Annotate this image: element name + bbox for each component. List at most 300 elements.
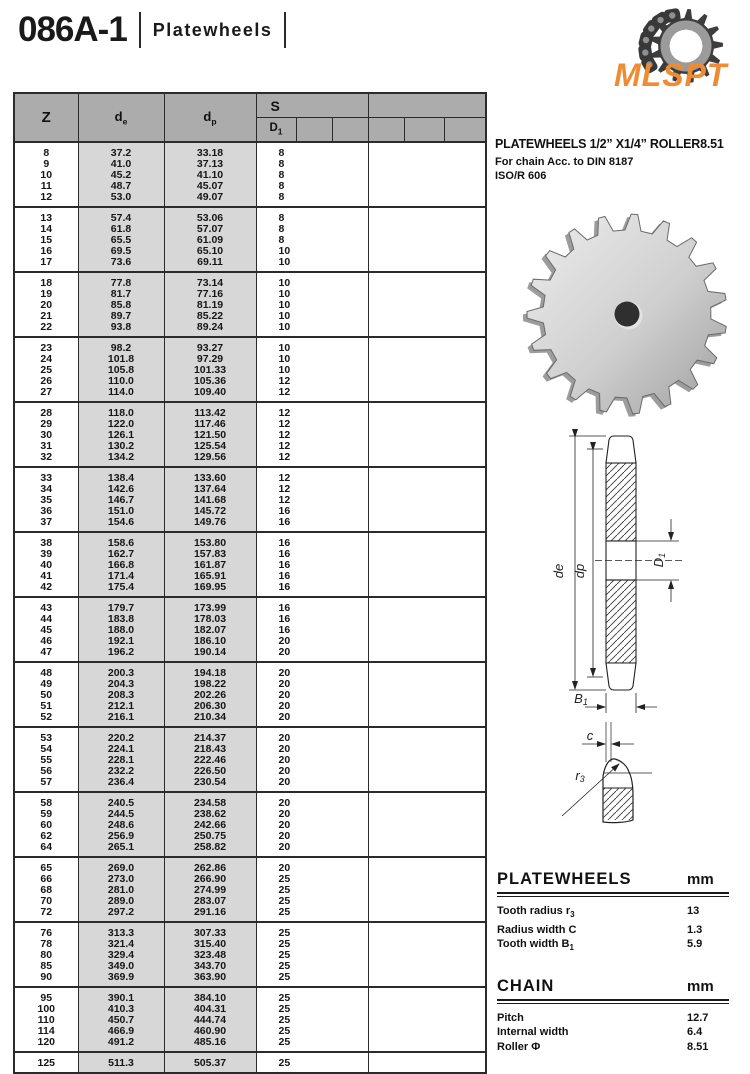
cell-dp: 444.74: [164, 1015, 256, 1026]
cell-de: 410.3: [78, 1004, 164, 1015]
cell-d1: 16: [256, 582, 368, 597]
cell-extra: [368, 907, 486, 922]
cell-d1: 20: [256, 857, 368, 874]
table-row: [14, 181, 486, 192]
cell-d1: 12: [256, 402, 368, 419]
cell-d1: 20: [256, 755, 368, 766]
table-row: [14, 662, 486, 679]
cell-extra: [368, 662, 486, 679]
table-row: [14, 777, 486, 792]
row-group: [14, 987, 486, 1052]
cell-extra: [368, 1004, 486, 1015]
cell-de: 244.5: [78, 809, 164, 820]
cell-dp: 404.31: [164, 1004, 256, 1015]
cell-dp: 460.90: [164, 1026, 256, 1037]
table-row: [14, 820, 486, 831]
cell-de: 37.2: [78, 142, 164, 159]
cell-dp: 145.72: [164, 506, 256, 517]
cell-de: 265.1: [78, 842, 164, 857]
table-row: [14, 289, 486, 300]
cell-dp: 250.75: [164, 831, 256, 842]
cell-de: 65.5: [78, 235, 164, 246]
row-group: [14, 402, 486, 467]
cell-dp: 485.16: [164, 1037, 256, 1052]
cell-d1: 25: [256, 1004, 368, 1015]
cell-dp: 93.27: [164, 337, 256, 354]
cell-extra: [368, 517, 486, 532]
cell-extra: [368, 506, 486, 517]
cell-d1: 12: [256, 467, 368, 484]
cell-dp: 173.99: [164, 597, 256, 614]
cell-de: 126.1: [78, 430, 164, 441]
cell-d1: 8: [256, 207, 368, 224]
cell-extra: [368, 842, 486, 857]
cell-dp: 206.30: [164, 701, 256, 712]
cell-dp: 307.33: [164, 922, 256, 939]
cell-d1: 8: [256, 224, 368, 235]
cell-extra: [368, 950, 486, 961]
cell-de: 228.1: [78, 755, 164, 766]
cell-dp: 157.83: [164, 549, 256, 560]
cell-z: 120: [37, 1036, 56, 1048]
table-row: [14, 842, 486, 857]
cell-de: 171.4: [78, 571, 164, 582]
cell-dp: 77.16: [164, 289, 256, 300]
cell-extra: [368, 289, 486, 300]
row-group: [14, 337, 486, 402]
cell-z: 35: [40, 494, 53, 506]
cell-dp: 266.90: [164, 874, 256, 885]
spec-label: Radius width C: [497, 923, 577, 936]
cell-z: 90: [40, 971, 53, 983]
cell-extra: [368, 647, 486, 662]
cell-z: 39: [40, 548, 53, 560]
cell-z: 22: [40, 321, 53, 333]
spec-row: [497, 1011, 729, 1026]
spec-value: 6.4: [687, 1026, 703, 1039]
cell-extra: [368, 885, 486, 896]
spec-label: Internal width: [497, 1026, 569, 1039]
cell-dp: 141.68: [164, 495, 256, 506]
spec-unit: mm: [687, 871, 714, 888]
cell-d1: 8: [256, 159, 368, 170]
cell-extra: [368, 809, 486, 820]
table-row: [14, 636, 486, 647]
cell-d1: 20: [256, 679, 368, 690]
cell-extra: [368, 987, 486, 1004]
cell-de: 192.1: [78, 636, 164, 647]
spec-panel: [497, 870, 729, 1054]
cell-dp: 291.16: [164, 907, 256, 922]
cell-extra: [368, 636, 486, 647]
page-code: 086A-1: [18, 10, 127, 49]
cell-de: 53.0: [78, 192, 164, 207]
spec-value: 5.9: [687, 938, 703, 951]
cell-dp: 73.14: [164, 272, 256, 289]
dim-label-c: c: [586, 728, 594, 743]
cell-z: 85: [40, 960, 53, 972]
spec-title: PLATEWHEELS: [497, 870, 632, 888]
cell-z: 110: [37, 1014, 55, 1026]
cell-de: 175.4: [78, 582, 164, 597]
cell-d1: 12: [256, 430, 368, 441]
cell-d1: 16: [256, 571, 368, 582]
cell-dp: 238.62: [164, 809, 256, 820]
cell-d1: 25: [256, 885, 368, 896]
table-row: [14, 376, 486, 387]
table-row: [14, 1026, 486, 1037]
cell-dp: 125.54: [164, 441, 256, 452]
cell-d1: 20: [256, 809, 368, 820]
cell-d1: 10: [256, 337, 368, 354]
cell-extra: [368, 571, 486, 582]
cell-de: 204.3: [78, 679, 164, 690]
table-row: [14, 647, 486, 662]
spec-value: 13: [687, 905, 700, 917]
table-row: [14, 939, 486, 950]
cell-d1: 25: [256, 972, 368, 987]
cell-extra: [368, 495, 486, 506]
cell-z: 12: [40, 191, 53, 203]
table-row: [14, 755, 486, 766]
cell-de: 188.0: [78, 625, 164, 636]
cell-d1: 25: [256, 939, 368, 950]
cell-z: 16: [40, 245, 53, 257]
cell-dp: 137.64: [164, 484, 256, 495]
cell-extra: [368, 224, 486, 235]
table-row: [14, 614, 486, 625]
cell-de: 269.0: [78, 857, 164, 874]
cell-dp: 505.37: [164, 1052, 256, 1073]
cell-dp: 37.13: [164, 159, 256, 170]
cell-dp: 226.50: [164, 766, 256, 777]
cell-de: 101.8: [78, 354, 164, 365]
cell-d1: 25: [256, 922, 368, 939]
spec-value: 12.7: [687, 1011, 709, 1024]
cell-extra: [368, 614, 486, 625]
cell-dp: 69.11: [164, 257, 256, 272]
spec-row: [497, 904, 729, 923]
cell-extra: [368, 235, 486, 246]
col-header-d1: $D_1$: [256, 118, 296, 143]
dim-label-de: de: [551, 563, 566, 579]
cell-dp: 315.40: [164, 939, 256, 950]
cell-dp: 129.56: [164, 452, 256, 467]
cell-d1: 25: [256, 1037, 368, 1052]
table-row: [14, 896, 486, 907]
bottom-tooth: [606, 663, 636, 690]
cell-z: 27: [40, 386, 53, 398]
table-row: [14, 235, 486, 246]
table-row: [14, 1004, 486, 1015]
spec-value: 1.3: [687, 923, 703, 936]
cell-z: 9: [43, 158, 50, 170]
spec-title: CHAIN: [497, 976, 555, 995]
cell-de: 179.7: [78, 597, 164, 614]
table-row: [14, 272, 486, 289]
cell-z: 54: [40, 743, 53, 755]
table-row: [14, 874, 486, 885]
cell-de: 122.0: [78, 419, 164, 430]
cell-z: 46: [40, 635, 53, 647]
table-row: [14, 257, 486, 272]
cell-z: 17: [40, 256, 53, 268]
cell-de: 321.4: [78, 939, 164, 950]
cell-z: 47: [40, 646, 53, 658]
cell-dp: 57.07: [164, 224, 256, 235]
cell-dp: 153.80: [164, 532, 256, 549]
table-row: [14, 430, 486, 441]
cell-dp: 186.10: [164, 636, 256, 647]
cell-d1: 12: [256, 376, 368, 387]
cell-de: 216.1: [78, 712, 164, 727]
table-row: [14, 441, 486, 452]
cell-extra: [368, 452, 486, 467]
cell-dp: 45.07: [164, 181, 256, 192]
cell-z: 64: [40, 841, 53, 853]
table-row: [14, 727, 486, 744]
cell-extra: [368, 430, 486, 441]
cell-extra: [368, 337, 486, 354]
table-row: [14, 922, 486, 939]
table-row: [14, 831, 486, 842]
cell-z: 53: [40, 732, 53, 744]
cell-dp: 121.50: [164, 430, 256, 441]
cell-extra: [368, 300, 486, 311]
cell-extra: [368, 1026, 486, 1037]
table-row: [14, 679, 486, 690]
cell-dp: 133.60: [164, 467, 256, 484]
table-row: [14, 582, 486, 597]
cell-extra: [368, 365, 486, 376]
row-group: [14, 467, 486, 532]
cell-de: 220.2: [78, 727, 164, 744]
cell-d1: 25: [256, 987, 368, 1004]
cell-extra: [368, 690, 486, 701]
table-header: [14, 93, 486, 142]
table-row: [14, 907, 486, 922]
cell-z: 100: [37, 1003, 56, 1015]
cell-extra: [368, 582, 486, 597]
cell-z: 13: [40, 212, 53, 224]
header-subcell: [332, 118, 368, 143]
cell-de: 450.7: [78, 1015, 164, 1026]
table-row: [14, 517, 486, 532]
table-row: [14, 142, 486, 159]
cell-d1: 25: [256, 896, 368, 907]
cell-de: 313.3: [78, 922, 164, 939]
cell-d1: 25: [256, 961, 368, 972]
cell-z: 31: [40, 440, 53, 452]
table-row: [14, 766, 486, 777]
cell-dp: 323.48: [164, 950, 256, 961]
cell-z: 25: [40, 364, 53, 376]
cell-de: 369.9: [78, 972, 164, 987]
table-row: [14, 207, 486, 224]
cell-extra: [368, 207, 486, 224]
cell-d1: 20: [256, 766, 368, 777]
table-row: [14, 495, 486, 506]
dim-label-d1: D1: [651, 552, 667, 568]
row-group: [14, 922, 486, 987]
col-header-s: S: [256, 93, 368, 118]
cell-z: 28: [40, 407, 53, 419]
cell-d1: 16: [256, 625, 368, 636]
cell-extra: [368, 159, 486, 170]
cell-dp: 178.03: [164, 614, 256, 625]
table-row: [14, 419, 486, 430]
cell-z: 65: [40, 862, 53, 874]
cell-d1: 10: [256, 311, 368, 322]
cell-extra: [368, 532, 486, 549]
cell-extra: [368, 874, 486, 885]
info-panel: [495, 137, 750, 183]
cell-dp: 165.91: [164, 571, 256, 582]
col-header-de: $d_e$: [78, 93, 164, 142]
cell-d1: 20: [256, 842, 368, 857]
cell-de: 134.2: [78, 452, 164, 467]
cell-de: 114.0: [78, 387, 164, 402]
cell-extra: [368, 597, 486, 614]
cell-dp: 222.46: [164, 755, 256, 766]
cell-dp: 65.10: [164, 246, 256, 257]
cell-dp: 149.76: [164, 517, 256, 532]
cell-extra: [368, 170, 486, 181]
cell-de: 146.7: [78, 495, 164, 506]
cell-de: 248.6: [78, 820, 164, 831]
cell-dp: 97.29: [164, 354, 256, 365]
cell-de: 41.0: [78, 159, 164, 170]
cell-d1: 25: [256, 874, 368, 885]
spec-label: Tooth width $B_1$: [497, 938, 574, 953]
cell-d1: 16: [256, 614, 368, 625]
spec-row: [497, 937, 729, 956]
row-group: [14, 207, 486, 272]
table-row: [14, 744, 486, 755]
brand-text: MLSPT: [614, 57, 728, 93]
cell-z: 32: [40, 451, 53, 463]
cell-dp: 343.70: [164, 961, 256, 972]
cell-extra: [368, 354, 486, 365]
row-group: [14, 662, 486, 727]
cell-z: 34: [40, 483, 53, 495]
cell-z: 59: [40, 808, 53, 820]
chain-roller: [657, 17, 663, 23]
cell-extra: [368, 792, 486, 809]
cell-d1: 25: [256, 1026, 368, 1037]
cell-dp: 169.95: [164, 582, 256, 597]
cell-de: 240.5: [78, 792, 164, 809]
cell-d1: 8: [256, 235, 368, 246]
cell-dp: 49.07: [164, 192, 256, 207]
cell-de: 281.0: [78, 885, 164, 896]
cell-d1: 10: [256, 257, 368, 272]
spec-section-platewheels: [497, 870, 729, 956]
cell-z: 72: [40, 906, 53, 918]
table-row: [14, 484, 486, 495]
cell-d1: 25: [256, 1052, 368, 1073]
cell-d1: 20: [256, 777, 368, 792]
cell-de: 289.0: [78, 896, 164, 907]
cell-de: 236.4: [78, 777, 164, 792]
cell-d1: 20: [256, 744, 368, 755]
cell-d1: 8: [256, 192, 368, 207]
spec-rows: [497, 1011, 729, 1055]
cell-extra: [368, 441, 486, 452]
cell-de: 45.2: [78, 170, 164, 181]
cell-z: 49: [40, 678, 53, 690]
row-group: [14, 857, 486, 922]
cell-z: 15: [40, 234, 53, 246]
cell-dp: 161.87: [164, 560, 256, 571]
cell-extra: [368, 727, 486, 744]
spec-row: [497, 923, 729, 938]
spec-unit: mm: [687, 977, 714, 995]
cell-de: 154.6: [78, 517, 164, 532]
cell-z: 70: [40, 895, 53, 907]
cell-dp: 53.06: [164, 207, 256, 224]
info-line-1: For chain Acc. to DIN 8187: [495, 156, 634, 168]
col-header-z: Z: [14, 93, 78, 142]
cell-d1: 25: [256, 1015, 368, 1026]
cell-extra: [368, 376, 486, 387]
cell-de: 212.1: [78, 701, 164, 712]
cell-z: 23: [40, 342, 53, 354]
cell-z: 78: [40, 938, 53, 950]
cell-de: 273.0: [78, 874, 164, 885]
table-row: [14, 159, 486, 170]
cell-de: 110.0: [78, 376, 164, 387]
table-row: [14, 1052, 486, 1073]
cell-de: 224.1: [78, 744, 164, 755]
chain-roller: [669, 12, 675, 18]
platewheel-photo: [508, 210, 746, 422]
cell-d1: 10: [256, 354, 368, 365]
cell-dp: 283.07: [164, 896, 256, 907]
table-row: [14, 402, 486, 419]
dim-label-r3: r3: [575, 768, 585, 784]
cell-de: 511.3: [78, 1052, 164, 1073]
cell-de: 93.8: [78, 322, 164, 337]
cell-extra: [368, 311, 486, 322]
table-row: [14, 597, 486, 614]
row-group: [14, 792, 486, 857]
cell-z: 95: [40, 992, 53, 1004]
table-row: [14, 549, 486, 560]
cell-de: 48.7: [78, 181, 164, 192]
table-row: [14, 560, 486, 571]
table-row: [14, 809, 486, 820]
spec-row: [497, 1040, 729, 1055]
cell-de: 73.6: [78, 257, 164, 272]
cell-dp: 89.24: [164, 322, 256, 337]
cell-d1: 20: [256, 792, 368, 809]
cell-dp: 182.07: [164, 625, 256, 636]
spec-rows: [497, 904, 729, 956]
col-header-dp: $d_p$: [164, 93, 256, 142]
cell-dp: 363.90: [164, 972, 256, 987]
cell-d1: 20: [256, 727, 368, 744]
cell-z: 37: [40, 516, 53, 528]
cell-de: 98.2: [78, 337, 164, 354]
cell-de: 61.8: [78, 224, 164, 235]
cell-de: 390.1: [78, 987, 164, 1004]
table-row: [14, 354, 486, 365]
chain-roller: [648, 25, 654, 31]
cell-z: 125: [37, 1057, 56, 1069]
title-separator: [284, 12, 286, 48]
header-subcell: [404, 118, 444, 143]
